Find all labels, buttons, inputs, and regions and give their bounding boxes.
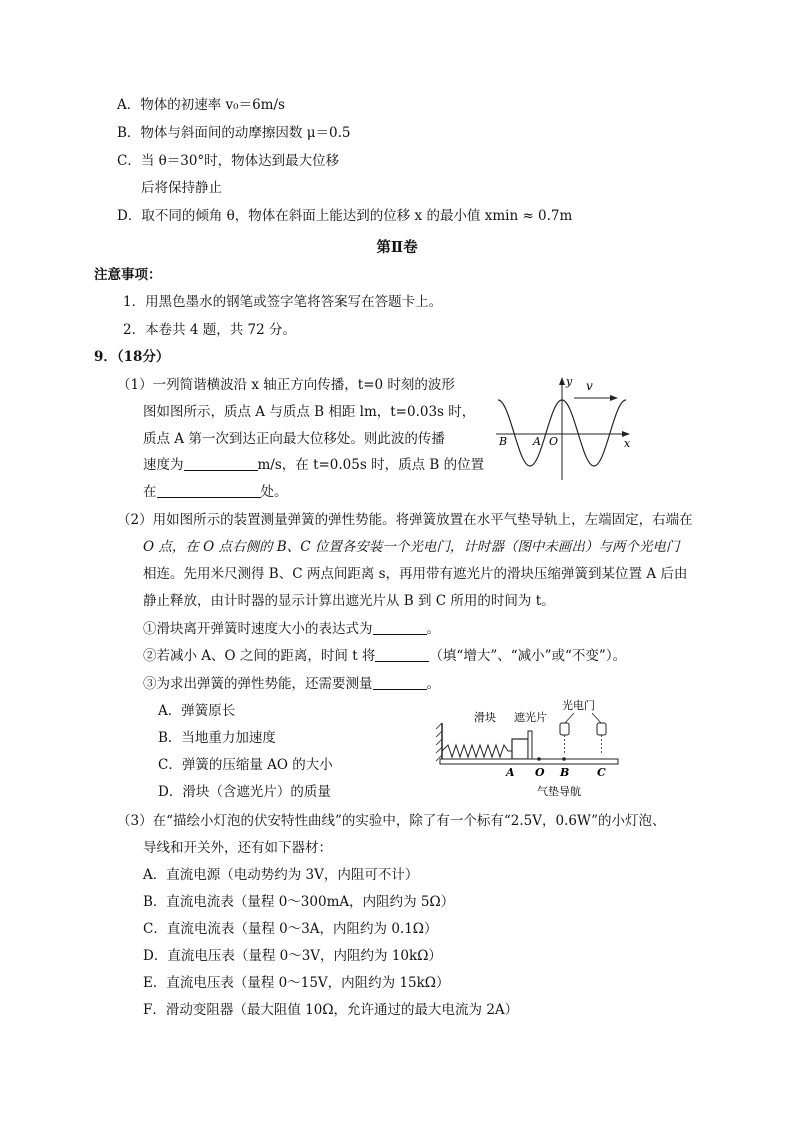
position-answer-blank[interactable] [157, 483, 261, 498]
point-o-dot [537, 757, 541, 761]
part1-line5 [143, 483, 288, 501]
part2-line3: 相连。先用米尺测得 B、C 两点间距离 s，再用带有遮光片的滑块压缩弹簧到某位置 A 后由 [143, 566, 688, 582]
origin-label: O [549, 435, 559, 448]
time-change-blank[interactable] [375, 647, 429, 662]
sub3-text: ③为求出弹簧的弹性势能，还需要测量 [143, 676, 373, 692]
spring [442, 745, 512, 757]
slider-label: 滑块 [474, 711, 496, 724]
part2-option-a: A．弹簧原长 [158, 703, 236, 719]
part1-line2: 图如图所示，质点 A 与质点 B 相距 lm，t=0.03s 时， [143, 404, 476, 420]
sub1-end: 。 [426, 621, 440, 637]
velocity-arrowhead [610, 395, 618, 401]
sub3-end: 。 [426, 676, 440, 692]
sub2-text: ②若减小 A、O 之间的距离，时间 t 将 [143, 648, 376, 664]
part2-option-d: D．滑块（含遮光片）的质量 [158, 784, 331, 800]
option-c-continued: 后将保持静止 [141, 180, 222, 196]
x-label: x [624, 437, 631, 450]
part2-sub1 [143, 620, 440, 638]
y-label: y [566, 375, 573, 388]
air-track [440, 759, 618, 764]
option-b: B．物体与斜面间的动摩擦因数 μ＝0.5 [117, 125, 351, 141]
part2-line1: （2）用如图所示的装置测量弹簧的弹性势能。将弹簧放置在水平气垫导轨上，左端固定，右端在 [117, 512, 693, 528]
part1-line4-a: 速度为 [143, 457, 184, 473]
part1-line5-b: 处。 [260, 484, 288, 500]
wall-hatching [436, 723, 442, 761]
shade-label: 遮光片 [514, 711, 547, 724]
sub2-end: （填“增大”、“减小”或“不变”）。 [429, 648, 627, 664]
slider-block [512, 739, 528, 759]
measurement-blank[interactable] [373, 675, 427, 690]
gate-label: 光电门 [562, 699, 595, 712]
velocity-expression-blank[interactable] [373, 620, 427, 635]
part2-option-c: C．弹簧的压缩量 AO 的大小 [158, 757, 333, 773]
notes-heading: 注意事项： [94, 267, 162, 283]
rail-label: 气垫导航 [537, 785, 581, 798]
part2-line2: O 点，在 O 点右侧的 B、C 位置各安装一个光电门，计时器（图中未画出）与两个光电门 [143, 539, 680, 555]
y-axis-arrow [559, 377, 565, 385]
option-d: D．取不同的倾角 θ，物体在斜面上能达到的位移 x 的最小值 xmin ≈ 0.7m [117, 208, 573, 224]
option-c: C．当 θ＝30°时，物体达到最大位移 [117, 153, 340, 169]
part1-line4 [143, 456, 484, 474]
wave-figure [488, 372, 638, 482]
equipment-e: E．直流电压表（量程 0～15V，内阻约为 15kΩ） [143, 975, 450, 991]
part1-line3: 质点 A 第一次到达正向最大位移处。则此波的传播 [143, 431, 445, 447]
air-track-figure [434, 693, 624, 803]
v-label: v [586, 379, 593, 393]
part2-sub3 [143, 675, 440, 693]
part2-option-b: B．当地重力加速度 [158, 730, 276, 746]
option-a: A．物体的初速率 v₀＝6m/s [117, 97, 285, 113]
track-point-b: B [560, 766, 570, 779]
point-b-dot [562, 757, 566, 761]
equipment-d: D．直流电压表（量程 0～3V，内阻约为 10kΩ） [143, 948, 442, 964]
sub1-text: ①滑块离开弹簧时速度大小的表达式为 [143, 621, 373, 637]
section-title: 第Ⅱ卷 [376, 239, 418, 256]
equipment-f: F．滑动变阻器（最大阻值 10Ω，允许通过的最大电流为 2A） [143, 1002, 519, 1018]
note-item-1: 1．用黑色墨水的钢笔或签字笔将答案写在答题卡上。 [123, 294, 443, 310]
part2-sub2 [143, 647, 626, 665]
gate-pointer-1 [565, 713, 574, 723]
track-point-o: O [535, 766, 545, 779]
part1-line4-b: m/s，在 t=0.05s 时，质点 B 的位置 [257, 457, 485, 473]
part3-line2: 导线和开关外，还有如下器材： [143, 840, 332, 856]
question-9-label: 9．（18分） [94, 349, 170, 365]
shade-plate [528, 731, 532, 759]
part3-line1: （3）在“描绘小灯泡的伏安特性曲线”的实验中，除了有一个标有“2.5V，0.6W”的小灯泡、 [117, 813, 666, 829]
track-point-c: C [597, 766, 606, 779]
photogate-c [597, 723, 606, 735]
equipment-a: A．直流电源（电动势约为 3V，内阻可不计） [143, 867, 419, 883]
point-a-label: A [533, 435, 541, 448]
speed-answer-blank[interactable] [184, 456, 258, 471]
track-point-a: A [506, 766, 515, 779]
part2-line4: 静止释放，由计时器的显示计算出遮光片从 B 到 C 所用的时间为 t。 [143, 593, 555, 609]
part1-line5-a: 在 [143, 484, 157, 500]
part1-line1: （1）一列简谐横波沿 x 轴正方向传播，t=0 时刻的波形 [117, 377, 455, 393]
equipment-c: C．直流电流表（量程 0～3A，内阻约为 0.1Ω） [143, 921, 438, 937]
photogate-b [560, 723, 569, 735]
gate-pointer-2 [592, 713, 601, 723]
equipment-b: B．直流电流表（量程 0～300mA，内阻约为 5Ω） [143, 894, 455, 910]
note-item-2: 2．本卷共 4 题，共 72 分。 [123, 322, 297, 338]
point-b-label: B [499, 435, 508, 448]
